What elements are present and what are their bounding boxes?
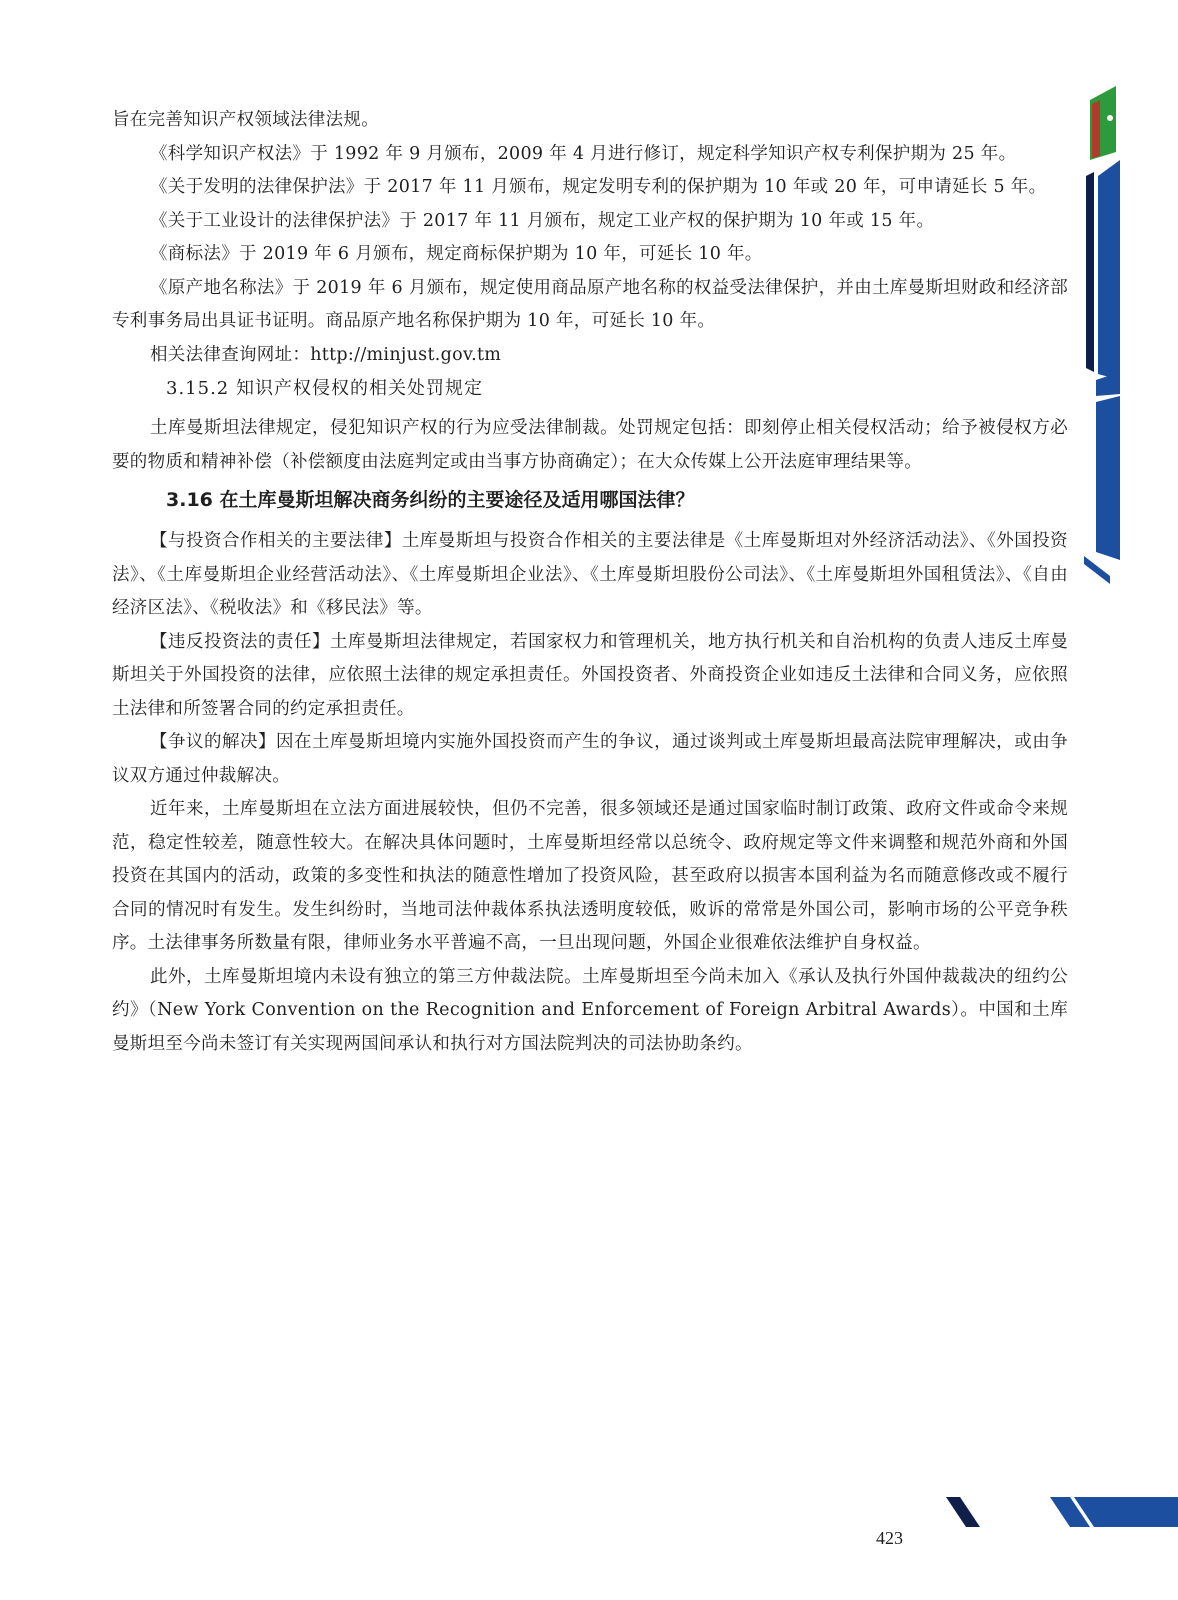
paragraph: 旨在完善知识产权领域法律法规。 bbox=[112, 110, 379, 130]
paragraph: 此外，土库曼斯坦境内未设有独立的第三方仲裁法院。土库曼斯坦至今尚未加入《承认及执行外国仲裁裁决的纽约公约》（New York Convention on the Recognition and Enforcement of Foreign Arbitral Awards）。中国和土库曼斯坦至今尚未签订有关实现两国间承认和执行对方国法院判决的司法协助条约。 bbox=[112, 966, 1068, 1054]
paragraph: 《原产地名称法》于 2019 年 6 月颁布，规定使用商品原产地名称的权益受法律保护，并由土库曼斯坦财政和经济部专利事务局出具证书证明。商品原产地名称保护期为 10 年，可延长 10 年。 bbox=[112, 277, 1068, 331]
turkmenistan-flag-icon bbox=[1090, 86, 1116, 160]
section-heading: 3.16 在土库曼斯坦解决商务纠纷的主要途径及适用哪国法律？ bbox=[166, 489, 695, 511]
paragraph: 《科学知识产权法》于 1992 年 9 月颁布，2009 年 4 月进行修订，规定科学知识产权专利保护期为 25 年。 bbox=[150, 143, 1017, 164]
paragraph: 【违反投资法的责任】土库曼斯坦法律规定，若国家权力和管理机关，地方执行机关和自治机构的负责人违反土库曼斯坦关于外国投资的法律，应依照土法律的规定承担责任。外国投资者、外商投资企业如违反土法律和合同义务，应依照土法律和所签署合同的约定承担责任。 bbox=[112, 631, 1068, 719]
side-band bbox=[1084, 160, 1120, 584]
subsection-heading: 3.15.2 知识产权侵权的相关处罚规定 bbox=[166, 378, 483, 399]
paragraph: 【争议的解决】因在土库曼斯坦境内实施外国投资而产生的争议，通过谈判或土库曼斯坦最高法院审理解决，或由争议双方通过仲裁解决。 bbox=[112, 732, 1068, 786]
document-body bbox=[112, 104, 1068, 1061]
page-number: 423 bbox=[876, 1528, 903, 1548]
paragraph: 土库曼斯坦法律规定，侵犯知识产权的行为应受法律制裁。处罚规定包括：即刻停止相关侵权活动；给予被侵权方必要的物质和精神补偿（补偿额度由法庭判定或由当事方协商确定）；在大众传媒上公开法庭审理结果等。 bbox=[112, 418, 1068, 472]
paragraph: 近年来，土库曼斯坦在立法方面进展较快，但仍不完善，很多领域还是通过国家临时制订政策、政府文件或命令来规范，稳定性较差，随意性较大。在解决具体问题时，土库曼斯坦经常以总统令、政府规定等文件来调整和规范外商和外国投资在其国内的活动，政策的多变性和执法的随意性增加了投资风险，甚至政府以损害本国利益为名而随意修改或不履行合同的情况时有发生。发生纠纷时，当地司法仲裁体系执法透明度较低，败诉的常常是外国公司，影响市场的公平竞争秩序。土法律事务所数量有限，律师业务水平普遍不高，一旦出现问题，外国企业很难依法维护自身权益。 bbox=[112, 799, 1068, 953]
paragraph: 《商标法》于 2019 年 6 月颁布，规定商标保护期为 10 年，可延长 10 年。 bbox=[150, 244, 763, 264]
footer-stripes bbox=[946, 1497, 1178, 1527]
paragraph: 相关法律查询网址：http://minjust.gov.tm bbox=[150, 344, 502, 365]
paragraph: 【与投资合作相关的主要法律】土库曼斯坦与投资合作相关的主要法律是《土库曼斯坦对外经济活动法》、《外国投资法》、《土库曼斯坦企业经营活动法》、《土库曼斯坦企业法》、《土库曼斯坦股份公司法》、《土库曼斯坦外国租赁法》、《自由经济区法》、《税收法》和《移民法》等。 bbox=[112, 531, 1068, 618]
paragraph: 《关于发明的法律保护法》于 2017 年 11 月颁布，规定发明专利的保护期为 10 年或 20 年，可申请延长 5 年。 bbox=[150, 177, 1047, 197]
paragraph: 《关于工业设计的法律保护法》于 2017 年 11 月颁布，规定工业产权的保护期为 10 年或 15 年。 bbox=[150, 210, 935, 231]
